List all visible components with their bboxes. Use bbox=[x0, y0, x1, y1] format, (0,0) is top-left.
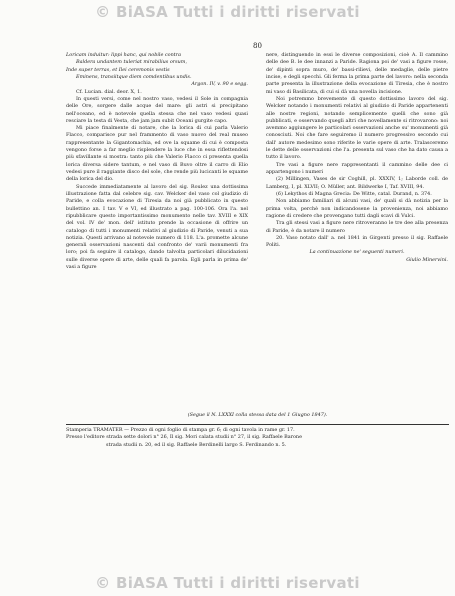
document-page bbox=[66, 42, 449, 534]
paragraph: Tra gli stessi vasi a figure nere ritroveranno le tre dee alla presenza di Paride, è da notare il numero bbox=[266, 220, 448, 234]
page-number: 80 bbox=[253, 42, 262, 50]
watermark-bottom: © BiASA Tutti i diritti riservati bbox=[95, 574, 360, 592]
paragraph: Succede immediatamente al lavoro del sig. Roulez una dottissima illustrazione fatta dal celebre sig. cav. Welcker del vaso col giudizio di Paride, e colla evocazione di Tiresia da noi già pubblicato in questo bullettino an. I tav. V e VI, ed illustrato a pag. 100-106. Ora l'a. nel ripubblicare questo importantissimo monumento nelle tav. XVIII e XIX del vol. IV de' mon. dell' istituto prende la occasione di offrire un catalogo di tutti i monumenti relativi al giudizio di Paride, venuti a sua notizia. Questi arrivano al notevole numero di 118. L'a. promette alcune generali osservazioni nascenti dal confronto de' varii monumenti fra loro; poi fa seguire il catalogo, dando talvolta particolari dilucidazioni sulle diverse opere di arte, delle quali fa parola. Egli parla in prima de' vasi a figure bbox=[66, 183, 248, 271]
reference: Cf. Lucian. dial. deor. X, 1. bbox=[76, 88, 142, 95]
left-column bbox=[66, 52, 248, 271]
paragraph: Non abbiamo familiari di alcuni vasi, de' quali si dà notizia per la prima volta, perchè non indicandosene la provenienza, noi abbiamo ragione di credere che provengano tutti dagli scavi di Vulci. bbox=[266, 198, 448, 219]
imprint-line: Presso l'editore strada sette dolori n° 26, Il sig. Mori calata studii n° 27, il sig. Raffaele Barone bbox=[66, 434, 302, 441]
divider bbox=[66, 424, 449, 425]
paragraph: Noi potremmo brevemente di questo dottissimo lavoro del sig. Welcker notando i monumenti relativi al giudizio di Paride appartenenti alle nostre regioni, notando semplicemente quelli che sono già pubblicati, e osservando quegli altri che novellamente si ritrovarono: noi avemmo aggiungere le particolari osservazioni anche su' monumenti già conosciuti. Noi che fare seguiremo il numero progressivo secondo cui dall' autore medesimo sono riferite le varie opere di arte. Tralasceremo le dette delle osservazioni che l'a. presenta sul vaso che ha dato causa a tutto il lavoro. bbox=[266, 95, 448, 161]
verse-line: Eminens, transiitque diem comdentibus undis. bbox=[76, 73, 192, 80]
imprint-line: Stamperia TRAMATER — Prezzo di ogni foglio di stampa gr. 6; di ogni tavola in rame gr. 17. bbox=[66, 427, 295, 433]
verse-line: Loricam induitur: lippi hanc, qui nobile contra bbox=[66, 52, 181, 58]
watermark-top: © BiASA Tutti i diritti riservati bbox=[95, 3, 360, 21]
imprint-line: strada studii n. 20, ed il sig. Raffaele Berdinelli largo S. Ferdinando n. 5. bbox=[106, 441, 287, 448]
footer-note: (Segue il N. LXXXI colla stessa data del 1 Giugno 1847). bbox=[187, 412, 328, 418]
paragraph: Tre vasi a figure nere rappresentanti il cammino delle dee ci appartengono i numeri bbox=[266, 161, 448, 175]
paragraph: Mi piace finalmente di notare, che la lorica di cui parla Valerio Flacco, comparisce pur nel frammento di vaso nuovo del real museo rappresentante la Gigantomachia, ed ove la squame di cui è composta vengono forse a far meglio risplendere la luce che in essa riflettendosi più sfavillante si mostra: tanto più che Valerio Flacco ci presenta quella lorica diversa sidere tantum, e nel vaso di Buvo oltre il carro di Elio vedesi pure il raggiante disco del sole, che rende più lucicanti le squame della lorica del dio. bbox=[66, 125, 248, 183]
paragraph: nere, distinguendo in essi le diverse composizioni, cioè A. Il cammino delle dee B. le dee innanzi a Paride. Ragiona poi de' vasi a figure rosse, de' dipinti sopra muro, de' bassi-rilievi, delle medaglie, delle pietre incise, e degli specchi. Gli ferma la prima parte del lavoro: nella seconda parte presenta la illustrazione della evocazione di Tiresia, che è nostro mi vaso di Basilicata, di cui si dà una novella incisione. bbox=[266, 52, 448, 95]
right-column bbox=[266, 52, 448, 264]
paragraph: 20. Vaso notato dall' a. nel 1841 in Girgenti presso il sig. Raffaele Politi. bbox=[266, 234, 448, 249]
list-item: (6) Lekythos di Magna Grecia: De Witte, catal. Durand, n. 374. bbox=[276, 190, 432, 197]
author-signature: Giulio Minervini. bbox=[406, 256, 448, 263]
list-item: (2) Millingen, Vases de sir Coghill, pl. XXXIV, 1; Laborde coll. de Lamberg, I, pl. XLVII; O. Müller, ant. Bildwerke I, Taf. XVIII, 94. bbox=[266, 176, 448, 190]
paragraph: In questi versi, come nel nostro vaso, vedesi il Sole in compagnia delle Ore, sorgere dalle acque del mare: gli astri si precipitano nell'oceano, ed è notevole quella stessa che nel vaso vedesi quasi resciare la testa di Vesta, che jam jam subit Oceani gurgite capo. bbox=[66, 95, 248, 124]
imprint bbox=[66, 427, 449, 449]
verse-source: Argon. IV, v. 90 e segg. bbox=[191, 81, 248, 88]
continuation-note: La continuazione ne' seguenti numeri. bbox=[309, 249, 405, 256]
verse-line: Inde super terras, et Ilei ceremonis vestis bbox=[66, 66, 170, 73]
verse-line: Baldera undantem tuleriat mirabilius orsum, bbox=[76, 59, 187, 66]
